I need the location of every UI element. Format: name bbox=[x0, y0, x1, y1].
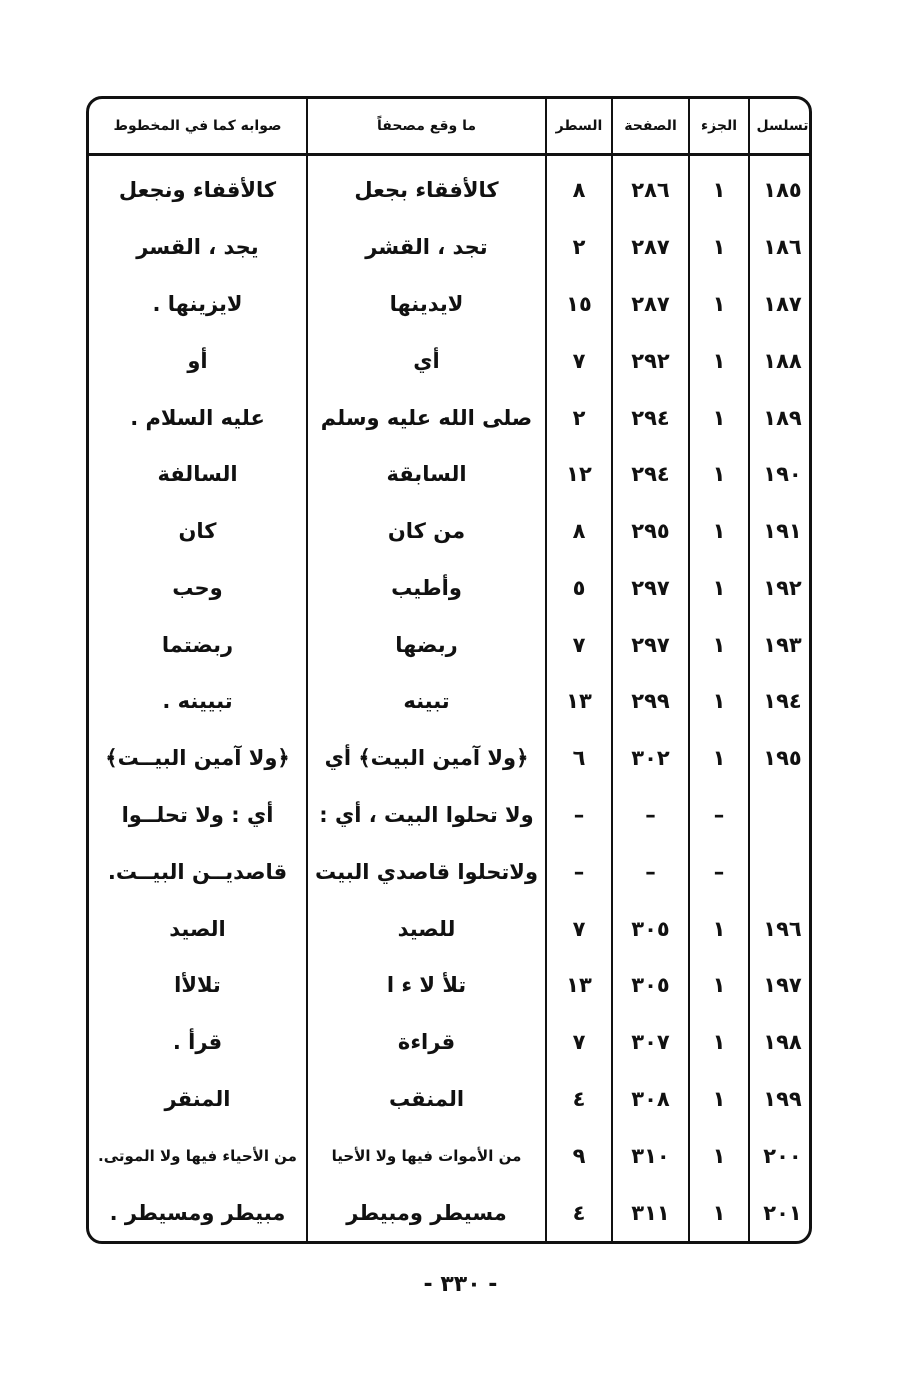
cell-error: ولا تحلوا البيت ، أي : bbox=[307, 787, 546, 844]
cell-page: ٢٨٧ bbox=[612, 276, 689, 333]
cell-page: ٣٠٥ bbox=[612, 957, 689, 1014]
cell-correct: ربضتما bbox=[161, 632, 234, 657]
cell-page: ٣٠٧ bbox=[612, 1014, 689, 1071]
cell-serial: ١٩١ bbox=[749, 503, 812, 560]
cell-error: صلى الله عليه وسلم bbox=[307, 389, 546, 446]
cell-error: تبينه bbox=[307, 673, 546, 730]
cell-error: المنقب bbox=[307, 1071, 546, 1128]
cell-page: ٢٩٤ bbox=[612, 389, 689, 446]
cell-correct: تلالأا bbox=[174, 973, 221, 998]
cell-error: تجد ، القشر bbox=[307, 219, 546, 276]
cell-correct: المنقر bbox=[164, 1086, 231, 1111]
cell-part: ١ bbox=[689, 560, 749, 617]
cell-line: ٥ bbox=[546, 560, 612, 617]
cell-error: السابقة bbox=[307, 446, 546, 503]
errata-table bbox=[89, 99, 812, 1241]
table-row bbox=[89, 560, 812, 617]
cell-serial bbox=[749, 843, 812, 900]
cell-error: ربضها bbox=[307, 616, 546, 673]
cell-part: ١ bbox=[689, 1184, 749, 1241]
cell-line: ٤ bbox=[546, 1071, 612, 1128]
cell-serial: ١٩٧ bbox=[749, 957, 812, 1014]
cell-part: ١ bbox=[689, 389, 749, 446]
cell-error: للصيد bbox=[307, 900, 546, 957]
cell-correct: كان bbox=[178, 519, 217, 544]
header-line: السطر bbox=[546, 99, 612, 155]
cell-page: ٣١٠ bbox=[612, 1127, 689, 1184]
table-row bbox=[89, 843, 812, 900]
cell-line: – bbox=[546, 787, 612, 844]
table-row bbox=[89, 900, 812, 957]
table-row bbox=[89, 730, 812, 787]
cell-error: تلأ لا ء ا bbox=[307, 957, 546, 1014]
table-row bbox=[89, 957, 812, 1014]
cell-serial: ١٩٤ bbox=[749, 673, 812, 730]
cell-part: ١ bbox=[689, 276, 749, 333]
table-row bbox=[89, 389, 812, 446]
cell-serial: ١٨٩ bbox=[749, 389, 812, 446]
cell-part: ١ bbox=[689, 957, 749, 1014]
cell-part: ١ bbox=[689, 219, 749, 276]
cell-correct: وحب bbox=[172, 575, 223, 600]
cell-error: ولاتحلوا قاصدي البيت bbox=[307, 843, 546, 900]
cell-correct: السالفة bbox=[157, 462, 238, 487]
cell-part: ١ bbox=[689, 616, 749, 673]
header-page: الصفحة bbox=[612, 99, 689, 155]
header-error: ما وقع مصحفاً bbox=[307, 99, 546, 155]
cell-page: ٢٩٢ bbox=[612, 332, 689, 389]
cell-line: ١٣ bbox=[546, 957, 612, 1014]
cell-part: ١ bbox=[689, 332, 749, 389]
header-correct: صوابه كما في المخطوط bbox=[89, 99, 307, 155]
cell-serial: ١٩٩ bbox=[749, 1071, 812, 1128]
cell-serial: ٢٠٠ bbox=[749, 1127, 812, 1184]
table-row bbox=[89, 1071, 812, 1128]
cell-line: ١٢ bbox=[546, 446, 612, 503]
cell-serial: ١٩٢ bbox=[749, 560, 812, 617]
cell-error: وأطيب bbox=[307, 560, 546, 617]
table-row bbox=[89, 155, 812, 219]
cell-correct: كالأقفاء ونجعل bbox=[118, 178, 277, 203]
cell-page: ٢٨٦ bbox=[612, 155, 689, 219]
cell-correct: لايزينها . bbox=[152, 292, 243, 316]
errata-table-frame bbox=[86, 96, 812, 1244]
cell-serial: ٢٠١ bbox=[749, 1184, 812, 1241]
cell-correct: مبيطر ومسيطر . bbox=[109, 1200, 286, 1225]
cell-part: ١ bbox=[689, 155, 749, 219]
cell-line: ٦ bbox=[546, 730, 612, 787]
cell-correct: الصيد bbox=[169, 916, 226, 941]
cell-error: كالأفقاء بجعل bbox=[307, 155, 546, 219]
table-row bbox=[89, 219, 812, 276]
cell-page: ٣٠٨ bbox=[612, 1071, 689, 1128]
cell-part: ١ bbox=[689, 673, 749, 730]
cell-line: ١٥ bbox=[546, 276, 612, 333]
cell-page: – bbox=[612, 843, 689, 900]
cell-page: – bbox=[612, 787, 689, 844]
cell-page: ٢٩٤ bbox=[612, 446, 689, 503]
table-row bbox=[89, 276, 812, 333]
cell-error: ﴿ولا آمين البيت﴾ أي bbox=[307, 730, 546, 787]
cell-line: ٢ bbox=[546, 389, 612, 446]
cell-correct: أي : ولا تحلــوا bbox=[121, 803, 274, 828]
cell-part: ١ bbox=[689, 900, 749, 957]
table-row bbox=[89, 503, 812, 560]
cell-part: ١ bbox=[689, 1071, 749, 1128]
cell-part: ١ bbox=[689, 730, 749, 787]
cell-error: من كان bbox=[307, 503, 546, 560]
cell-line: ٧ bbox=[546, 1014, 612, 1071]
table-row bbox=[89, 1184, 812, 1241]
cell-correct: تبيينه . bbox=[162, 689, 233, 714]
table-row bbox=[89, 787, 812, 844]
header-row bbox=[89, 99, 812, 155]
table-row bbox=[89, 616, 812, 673]
cell-serial: ١٨٦ bbox=[749, 219, 812, 276]
cell-error: مسيطر ومبيطر bbox=[307, 1184, 546, 1241]
cell-page: ٣٠٢ bbox=[612, 730, 689, 787]
table-row bbox=[89, 673, 812, 730]
cell-line: ٧ bbox=[546, 900, 612, 957]
table-row bbox=[89, 332, 812, 389]
cell-line: ٧ bbox=[546, 616, 612, 673]
cell-line: ٢ bbox=[546, 219, 612, 276]
cell-page: ٣٠٥ bbox=[612, 900, 689, 957]
header-serial: تسلسل bbox=[749, 99, 812, 155]
cell-line: – bbox=[546, 843, 612, 900]
cell-error: أي bbox=[307, 332, 546, 389]
cell-serial: ١٨٥ bbox=[749, 155, 812, 219]
cell-line: ٩ bbox=[546, 1127, 612, 1184]
table-row bbox=[89, 1127, 812, 1184]
cell-correct: عليه السلام . bbox=[130, 405, 265, 430]
cell-correct: ﴿ولا آمين البيــت﴾ bbox=[105, 746, 290, 771]
cell-serial: ١٩٠ bbox=[749, 446, 812, 503]
cell-error: من الأموات فيها ولا الأحيا bbox=[307, 1127, 546, 1184]
cell-page: ٢٩٥ bbox=[612, 503, 689, 560]
cell-correct: من الأحياء فيها ولا الموتى. bbox=[98, 1146, 297, 1165]
cell-line: ٨ bbox=[546, 155, 612, 219]
cell-correct: قرأ . bbox=[172, 1030, 223, 1055]
cell-serial: ١٨٧ bbox=[749, 276, 812, 333]
cell-page: ٢٨٧ bbox=[612, 219, 689, 276]
cell-part: – bbox=[689, 787, 749, 844]
cell-serial: ١٩٦ bbox=[749, 900, 812, 957]
cell-line: ٧ bbox=[546, 332, 612, 389]
cell-serial: ١٩٨ bbox=[749, 1014, 812, 1071]
cell-line: ١٣ bbox=[546, 673, 612, 730]
cell-page: ٢٩٩ bbox=[612, 673, 689, 730]
cell-page: ٣١١ bbox=[612, 1184, 689, 1241]
cell-part: ١ bbox=[689, 503, 749, 560]
cell-error: قراءة bbox=[307, 1014, 546, 1071]
cell-line: ٨ bbox=[546, 503, 612, 560]
page-number: - ٣٣٠ - bbox=[423, 1272, 498, 1297]
cell-line: ٤ bbox=[546, 1184, 612, 1241]
cell-correct: قاصديــن البيــت. bbox=[107, 859, 288, 884]
cell-page: ٢٩٧ bbox=[612, 560, 689, 617]
cell-page: ٢٩٧ bbox=[612, 616, 689, 673]
header-part: الجزء bbox=[689, 99, 749, 155]
cell-correct: أو bbox=[187, 348, 208, 373]
cell-serial: ١٩٣ bbox=[749, 616, 812, 673]
table-row bbox=[89, 446, 812, 503]
table-row bbox=[89, 1014, 812, 1071]
cell-error: لايدينها bbox=[307, 276, 546, 333]
cell-part: ١ bbox=[689, 1127, 749, 1184]
cell-serial: ١٩٥ bbox=[749, 730, 812, 787]
cell-correct: يجد ، القسر bbox=[136, 235, 259, 260]
cell-part: ١ bbox=[689, 1014, 749, 1071]
cell-part: – bbox=[689, 843, 749, 900]
cell-serial bbox=[749, 787, 812, 844]
cell-serial: ١٨٨ bbox=[749, 332, 812, 389]
cell-part: ١ bbox=[689, 446, 749, 503]
